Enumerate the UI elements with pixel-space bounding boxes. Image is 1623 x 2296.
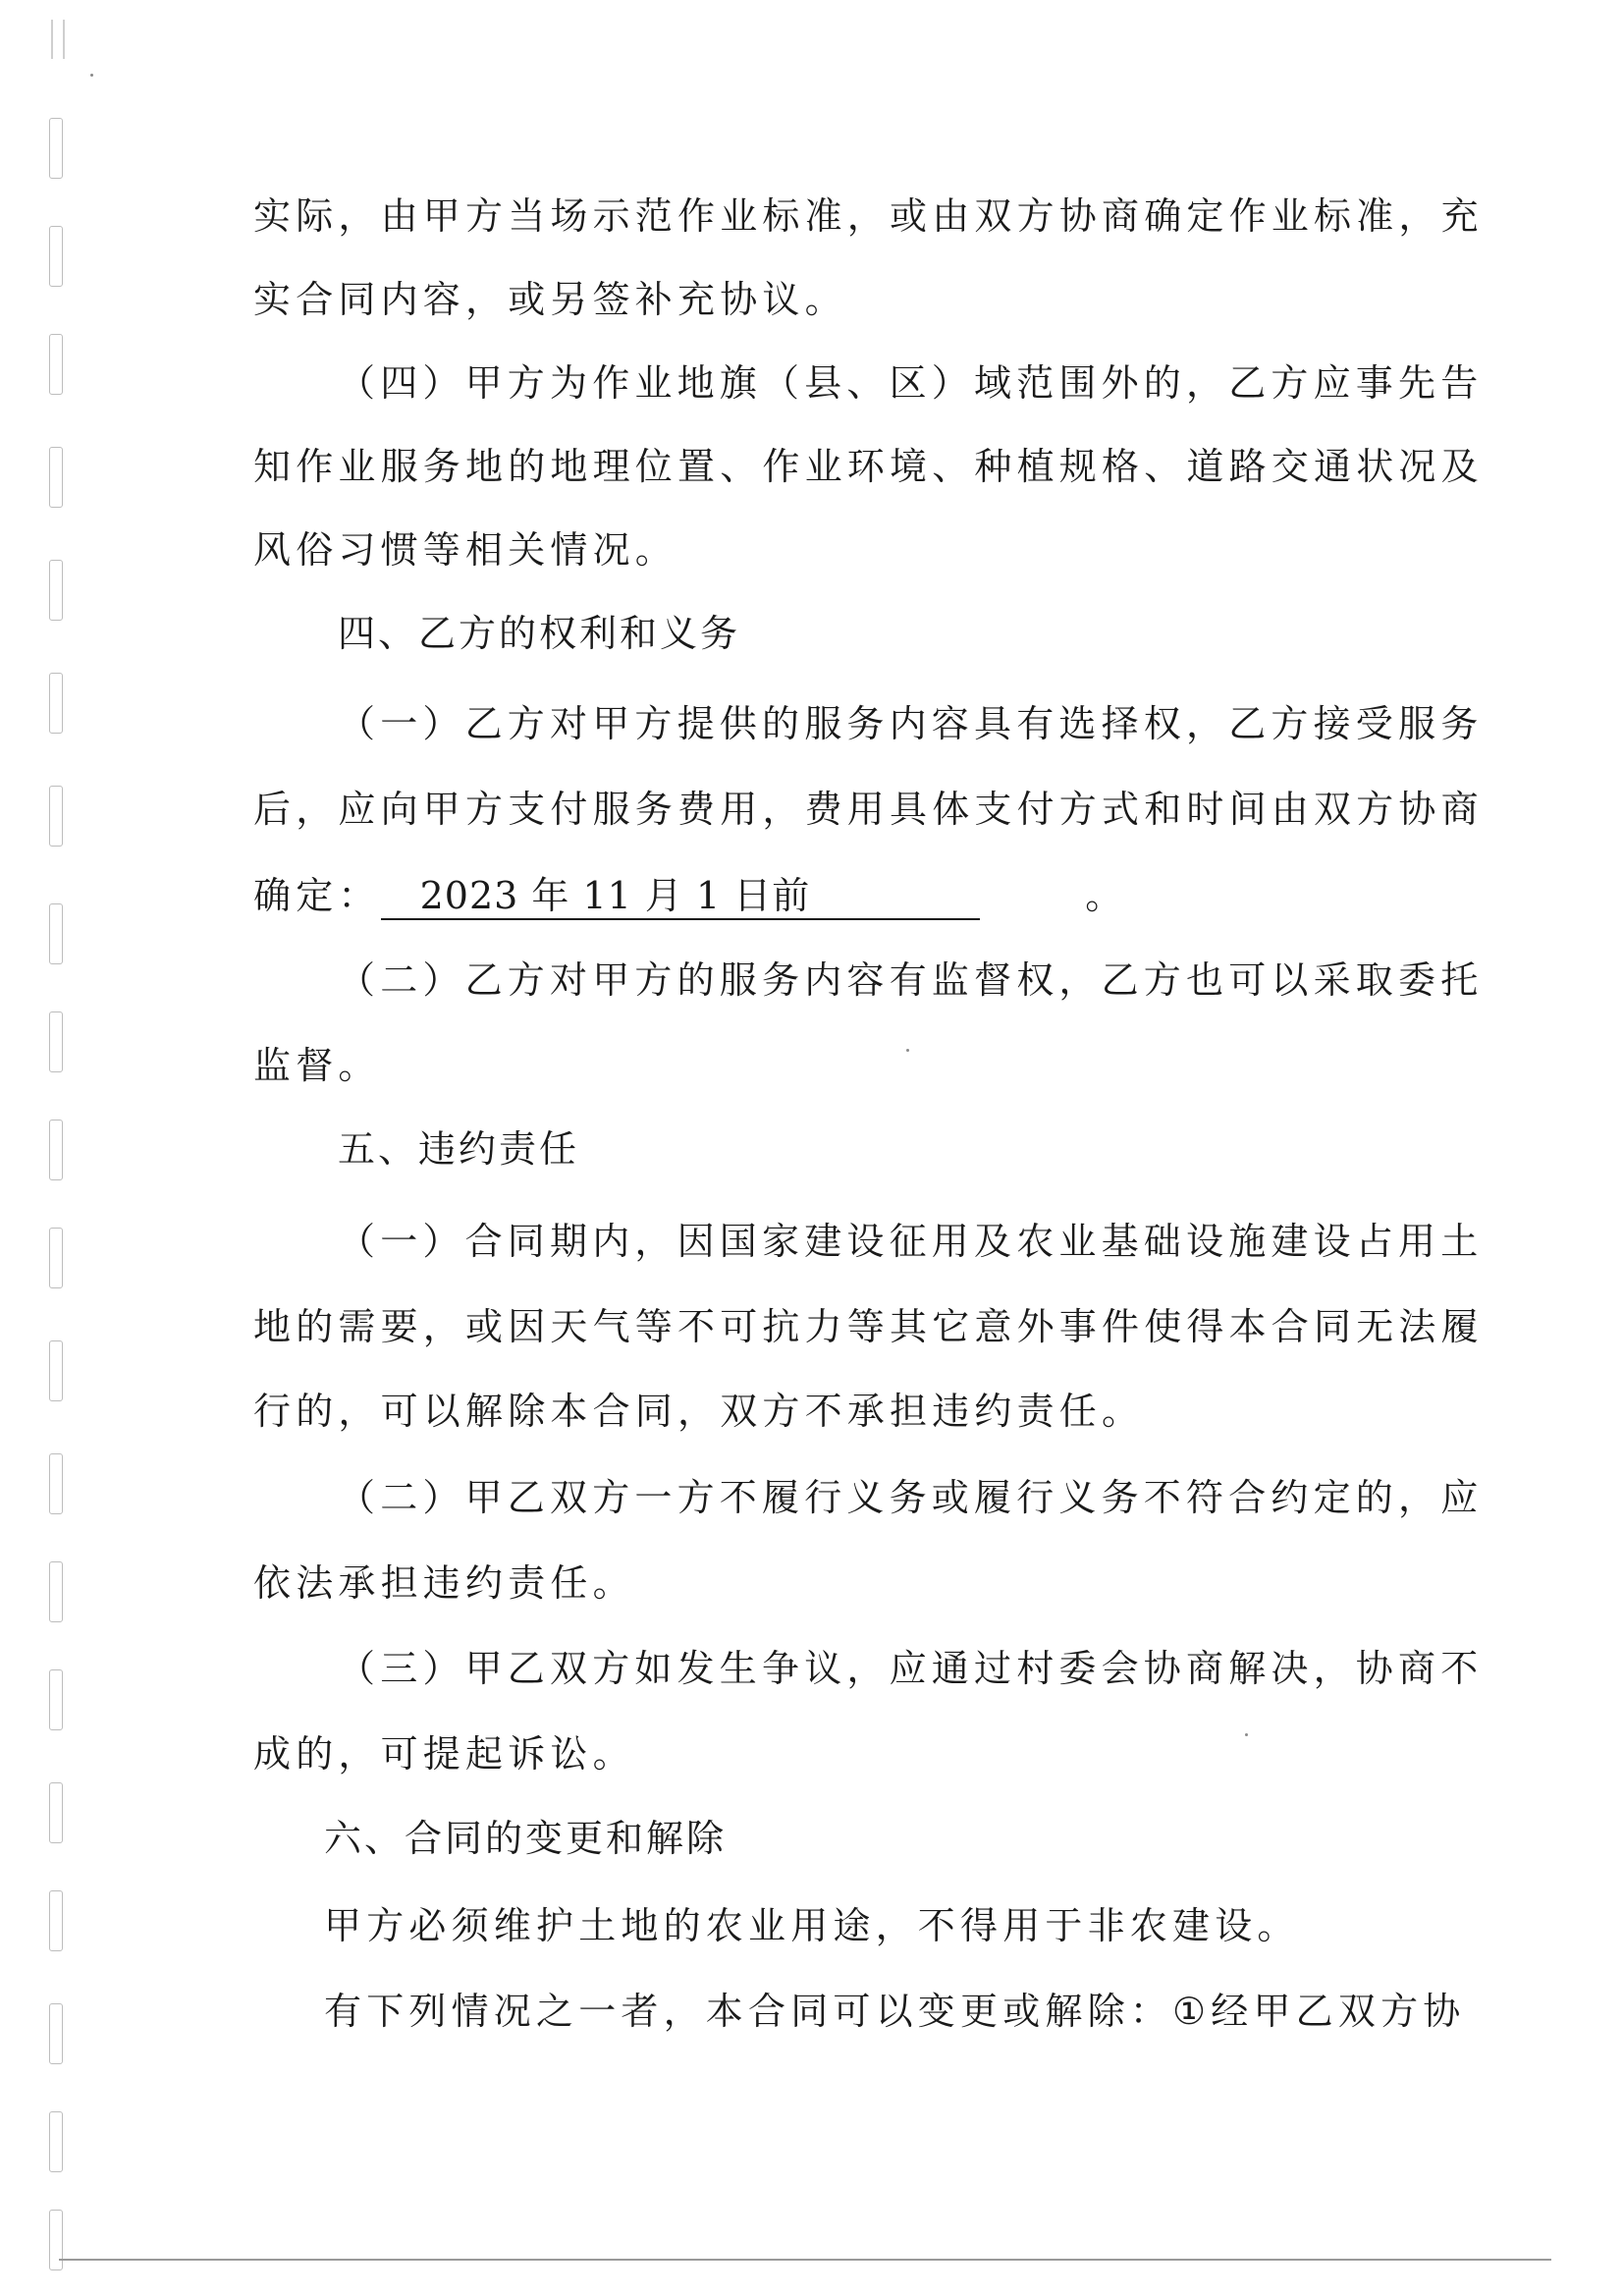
body-line: 地的需要，或因天气等不可抗力等其它意外事件使得本合同无法履: [253, 1305, 1484, 1348]
payment-date-value: 2023 年 11 月 1 日前: [419, 874, 811, 917]
section-heading: 六、合同的变更和解除: [324, 1817, 728, 1860]
payment-line: [253, 872, 1123, 920]
section-heading: 四、乙方的权利和义务: [338, 612, 741, 655]
body-line: （二）乙方对甲方的服务内容有监督权，乙方也可以采取委托: [338, 958, 1484, 1002]
body-line: 甲方必须维护土地的农业用途，不得用于非农建设。: [324, 1904, 1300, 1947]
body-line: 行的，可以解除本合同，双方不承担违约责任。: [253, 1390, 1145, 1433]
body-line: 监督。: [253, 1044, 381, 1087]
body-line: 后，应向甲方支付服务费用，费用具体支付方式和时间由双方协商: [253, 788, 1484, 831]
body-line: （一）乙方对甲方提供的服务内容具有选择权，乙方接受服务: [338, 702, 1484, 745]
body-line: 知作业服务地的地理位置、作业环境、种植规格、道路交通状况及: [253, 445, 1484, 488]
payment-label: 确定：: [253, 874, 381, 917]
body-line: 依法承担违约责任。: [253, 1561, 635, 1605]
body-line: 风俗习惯等相关情况。: [253, 528, 678, 572]
body-line: 成的，可提起诉讼。: [253, 1732, 635, 1776]
body-line: 实际，由甲方当场示范作业标准，或由双方协商确定作业标准，充: [253, 194, 1484, 238]
section-heading: 五、违约责任: [338, 1127, 580, 1171]
body-line: （三）甲乙双方如发生争议，应通过村委会协商解决，协商不: [338, 1647, 1484, 1690]
payment-date-field: [381, 873, 1123, 920]
body-line: 实合同内容，或另签补充协议。: [253, 278, 847, 321]
body-line: （二）甲乙双方一方不履行义务或履行义务不符合约定的，应: [338, 1476, 1484, 1519]
body-line: 有下列情况之一者，本合同可以变更或解除：①经甲乙双方协: [324, 1990, 1466, 2033]
body-line: （一）合同期内，因国家建设征用及农业基础设施建设占用土: [338, 1220, 1484, 1263]
bottom-edge-line: [59, 2259, 1551, 2261]
body-line: （四）甲方为作业地旗（县、区）域范围外的，乙方应事先告: [338, 361, 1484, 405]
payment-line-end: 。: [1085, 874, 1123, 917]
